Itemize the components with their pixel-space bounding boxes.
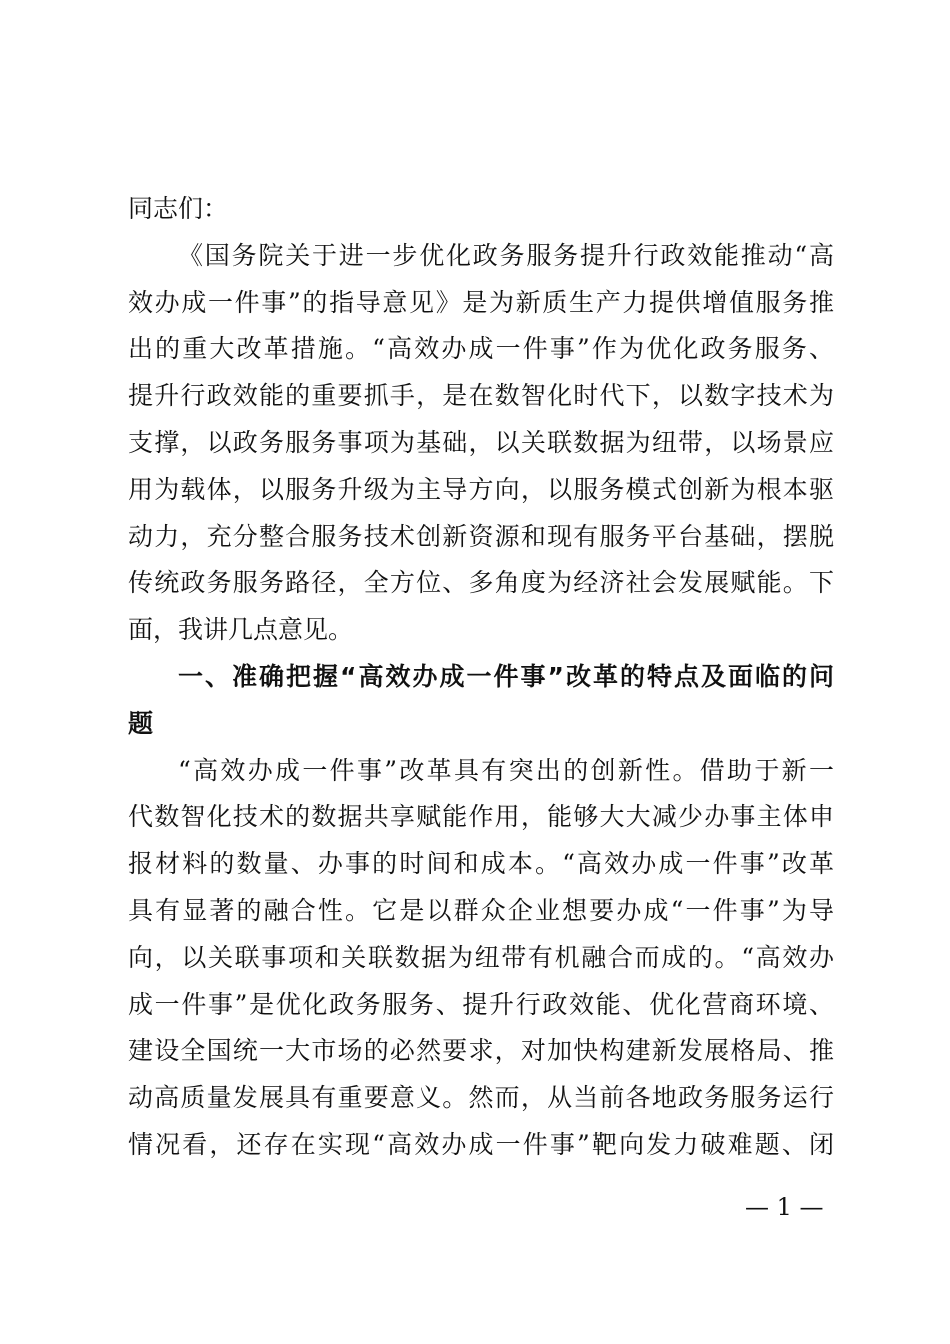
paragraph-line: 支撑，以政务服务事项为基础，以关联数据为纽带，以场景应 bbox=[128, 427, 834, 457]
paragraph-line: 出的重大改革措施。“高效办成一件事”作为优化政务服务、 bbox=[128, 334, 834, 364]
heading-line: 一、准确把握“高效办成一件事”改革的特点及面临的问 bbox=[178, 661, 834, 691]
paragraph-line: 具有显著的融合性。它是以群众企业想要办成“一件事”为导 bbox=[128, 895, 834, 925]
paragraph-line: 向，以关联事项和关联数据为纽带有机融合而成的。“高效办 bbox=[128, 942, 834, 972]
paragraph-line: 报材料的数量、办事的时间和成本。“高效办成一件事”改革 bbox=[128, 849, 834, 879]
document-body bbox=[128, 186, 834, 1169]
paragraph-line: 《国务院关于进一步优化政务服务提升行政效能推动“高 bbox=[178, 240, 834, 270]
paragraph-line: “高效办成一件事”改革具有突出的创新性。借助于新一 bbox=[178, 755, 834, 785]
paragraph-line: 成一件事”是优化政务服务、提升行政效能、优化营商环境、 bbox=[128, 989, 834, 1019]
paragraph-line: 效办成一件事”的指导意见》是为新质生产力提供增值服务推 bbox=[128, 287, 834, 317]
paragraph-line: 提升行政效能的重要抓手，是在数智化时代下，以数字技术为 bbox=[128, 381, 834, 411]
page-number: — 1 — bbox=[745, 1193, 824, 1221]
paragraph-line: 面，我讲几点意见。 bbox=[128, 615, 354, 645]
paragraph-line: 情况看，还存在实现“高效办成一件事”靶向发力破难题、闭 bbox=[128, 1129, 834, 1159]
body-paragraph bbox=[128, 748, 834, 1169]
paragraph-line: 代数智化技术的数据共享赋能作用，能够大大减少办事主体申 bbox=[128, 802, 834, 832]
paragraph-line: 动力，充分整合服务技术创新资源和现有服务平台基础，摆脱 bbox=[128, 521, 834, 551]
paragraph-line: 传统政务服务路径，全方位、多角度为经济社会发展赋能。下 bbox=[128, 568, 834, 598]
paragraph-line: 动高质量发展具有重要意义。然而，从当前各地政务服务运行 bbox=[128, 1083, 834, 1113]
paragraph-line: 用为载体，以服务升级为主导方向，以服务模式创新为根本驱 bbox=[128, 474, 834, 504]
heading-line: 题 bbox=[128, 708, 154, 738]
paragraph-line: 建设全国统一大市场的必然要求，对加快构建新发展格局、推 bbox=[128, 1036, 834, 1066]
section-heading bbox=[128, 654, 834, 748]
salutation: 同志们： bbox=[128, 194, 229, 223]
intro-paragraph bbox=[128, 233, 834, 654]
